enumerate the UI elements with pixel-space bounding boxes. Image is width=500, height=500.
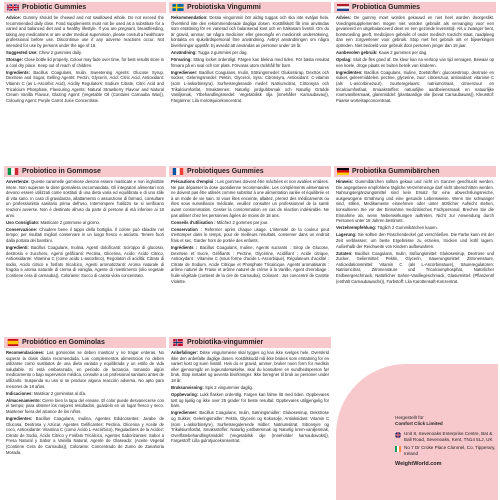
storage-text: Stäng locket ordentligt. Färgen kan blekna med tiden. För bästa resultat förvara på en sval och torr plats. Förvaras utom räckhåll för barn. bbox=[171, 57, 329, 68]
usage-label: Suggested Use: bbox=[6, 50, 38, 56]
ingredients-label: Ingredienser: bbox=[171, 410, 198, 416]
section-it bbox=[4, 166, 166, 336]
storage-label: Opslag: bbox=[336, 57, 352, 63]
section-title: Probiotico in Gommose bbox=[22, 168, 101, 175]
ingredients-label: Ingredienser: bbox=[171, 69, 198, 75]
storage-text: Lukk flasken ordentlig. Fargen kan falme litt med tiden. Oppbevares tørt og kjølig og ikke over 25 grader for beste resultat. Oppbevares utilgjengelig for barn. bbox=[171, 392, 329, 409]
advice-label: Anbefalinger: bbox=[171, 350, 198, 355]
storage-text: Close bottle lid properly. Colour may fade over time, for best results store in a cool dry place. Keep out of reach of children. bbox=[6, 57, 164, 68]
manufacturer-heading: Hergestellt für bbox=[395, 415, 424, 420]
ireland-address: No 7 Dr Croke Place Clonmel, Co. Tipperary, Ireland bbox=[404, 445, 496, 456]
section-header bbox=[169, 2, 331, 13]
section-title: Probiotika Gummibärchen bbox=[352, 168, 440, 175]
advice-text: Queste caramelle gommose devono essere masticate e non inghiottite intere. Non superare la dose giornaliera raccomandata. Gli integratori alimentari non devono essere utilizzati come sostituti di una dieta varia ed equilibrata e di uno stile di vita sano. In caso di gravidanza, allattamento o assunzione di farmaci, consultare un professionista sanitario prima dell'uso. Interrompere l'utilizzo se si verificano reazioni avverse. Non è destinato all'uso da parte di persone di età inferiore ai 18 anni. bbox=[6, 179, 164, 218]
section-title: Probiotiska Vingummi bbox=[187, 4, 261, 11]
storage-text: Cierre bien la tapa del envase. El color puede desvanecerse con el tiempo; para obtener los mejores resultados, guárdelo en un lugar fresco y seco. Mantener fuera del alcance de los niños. bbox=[6, 397, 164, 414]
advice-text: Gummibärchen sollten gekaut und nicht im Ganzen geschluckt werden. Die angegebene empfohlene tägliche Verzehrmenge darf nicht überschritten werden. Nahrungsergänzungsmittel sind kein Ersatz für eine abwechslungsreiche, ausgewogene Ernährung und eine gesunde Lebensweise. Wenn Sie schwanger sind, stillen, Medikamente einnehmen oder unter ärztlicher Aufsicht stehen, konsultieren Sie vor der Einnahme medizinisches Fachpersonal. Brechen Sie die Einnahme ab, wenn Nebenwirkungen auftreten. Nicht zur Anwendung durch Personen unter 18 Jahren bestimmt. bbox=[336, 179, 494, 224]
section-sv bbox=[169, 2, 331, 164]
sweden-flag-icon bbox=[172, 4, 184, 11]
usage-text: Spis 2 vingummier daglig. bbox=[204, 385, 253, 391]
spain-flag-icon bbox=[7, 339, 19, 346]
usage-text: Tugga 2 gummies per dag. bbox=[197, 50, 248, 56]
manufacturer-info bbox=[395, 415, 497, 467]
section-header bbox=[4, 2, 166, 13]
advice-label: Rekommendation: bbox=[171, 15, 208, 20]
storage-label: Lagerung: bbox=[336, 232, 357, 238]
norway-flag-icon bbox=[172, 339, 184, 346]
ingredients-text: Bacillus Coagulans, Inuline, Zoetstoffen: glucosestroop, dextrose en suiker, geleermiddelen: pectine, glycerine, zuur: citroenzuur, antioxidant: vitamine C (als L-ascorbinezuur), zuurteregelaars: natriumcitraat, citroenzuur en tricalciumfosfaat, Smaakstoffen: natuurlijke aardbeiensmaak en natuurlijke roomvanillesmaak, glansmiddel: (plantaardige olie (bevat Carnaubawas)), Kleurstof: Paarse wortelsapconcentraat. bbox=[336, 69, 494, 103]
usage-label: Verzehrempfehlung: bbox=[336, 225, 377, 231]
storage-label: Oppbevaring: bbox=[171, 392, 199, 398]
ireland-flag-icon bbox=[395, 446, 401, 452]
ingredients-label: Ingrédients : bbox=[171, 245, 198, 251]
section-header bbox=[4, 337, 166, 348]
storage-label: Förvaring: bbox=[171, 57, 192, 63]
storage-text: Chiudere bene il tappo della bottiglia. Il colore può sbiadire nel tempo; per risultati migliori conservare in un luogo fresco e asciutto. Tenere fuori dalla portata dei bambini. bbox=[6, 226, 164, 243]
uk-flag-icon bbox=[7, 4, 19, 11]
advice-label: Recomendaciones: bbox=[6, 350, 45, 355]
storage-text: Refermer après chaque usage. L'intensité de la couleur peut s'estomper dans le temps, pour de meilleurs résultats, conserver dans un endroit frais et sec. Garder hors de portée des enfants. bbox=[171, 226, 329, 243]
storage-label: Conservation : bbox=[171, 226, 202, 232]
advice-text: De gummy moet worden gekauwd en niet heel worden doorgeslikt. Voedingssupplementen mogen niet worden gebruikt als vervanging voor een gevarieerd en uitgebalanceerd dieet en een gezonde levensstijl. Als u zwanger bent, borstvoeding geeft, medicijnen gebruikt of onder medisch toezicht staat, raadpleeg dan een zorgverlener voor gebruik. Stop met het gebruik als er bijwerkingen optreden. Niet bedoeld voor gebruik door personen jonger dan 18 jaar. bbox=[336, 15, 494, 48]
uk-flag-icon bbox=[395, 432, 401, 438]
section-header bbox=[334, 166, 496, 177]
ingredients-text: Bacillus Coagulans, Inulina, Agentes Edulcorantes: Jarabe de Glucosa, Dextrosa y Azúcar, Agentes Gelificantes: Pectina, Glicerina y Aceite de coco, Antioxidante: Vitamina C (como Ácido L-Ascórbico), Reguladores de la Acidez: Citrato de Sodio, Ácido Cítrico y Fosfato Tricálcico, Agentes Saborizantes: Sabor a Fresa Natural y Sabor a Vainilla Natural, Agente de Glaseado: (Aceite Vegetal (Contiene Cera de Carnauba)), Colorante: Concentrado de Zumo de Zanahoria Morada. bbox=[6, 416, 164, 455]
section-header bbox=[334, 2, 496, 13]
section-fr bbox=[169, 166, 331, 336]
advice-label: Avvertenze: bbox=[6, 179, 30, 184]
storage-label: Storage: bbox=[6, 57, 23, 63]
section-header bbox=[169, 166, 331, 177]
advice-label: Précautions d'emploi : bbox=[171, 179, 216, 184]
netherlands-flag-icon bbox=[337, 4, 349, 11]
usage-text: Täglich 2 Gummibärchen kauen. bbox=[377, 225, 438, 231]
germany-flag-icon bbox=[337, 168, 349, 175]
section-title: Probiotiques Gummies bbox=[187, 168, 264, 175]
section-title: Probiotica Gummies bbox=[352, 4, 421, 11]
usage-text: Masticar 2 gominolas al día. bbox=[33, 390, 87, 396]
uk-address: Unit 8, Sevenoaks Enterprise Centre, Bat & Ball Road, Sevenoaks, Kent, TN14 5LJ, UK bbox=[404, 431, 493, 442]
section-es bbox=[4, 337, 166, 500]
storage-text: Sluit de fles goed af. De kleur kan na verloop van tijd vervagen. Bewaar op een koele, droge plaats en buiten bereik van kinderen. bbox=[336, 57, 494, 68]
section-title: Probiotika-vingummier bbox=[187, 339, 264, 346]
storage-label: Conservazione: bbox=[6, 226, 38, 232]
ingredients-text: Bacillus Coagulans, Inulina, Agenti dolcificanti: Sciroppo di glucosio, destrosio e zucchero, Agenti gelificanti: Pectina, Glicerina, Acido: Acido Citrico, Antiossidante: Vitamina C (come acido L-ascorbico), Regolatori di acidità: Citrato di sodio, Acido citrico e fosfato tricalcico, Agenti aromatizzanti: Aroma naturale di fragola e aroma naturale di crema di vaniglia, Agente di rivestimento (olio vegetale (contiene cera di carnauba)), Colorante: Succo di carota viola concentrato. bbox=[6, 245, 164, 278]
advice-text: Disse vingummiene skal tygges og kan ikke svelges hele. Overskrid ikke den anbefalte daglige dosen. Kosttilskudd må ikke brukes som erstatning for en variert kost og sunn livsstil. Hvis du er gravid, ammer, bruker noen form for medisin eller gjennomgår en legeundersøkelse, skal du konsultere en sundhedsperson før bruk. Stop inntaket og avventa bivirkninger. Ikke beregnet til bruk av personer under 18 år. bbox=[171, 350, 329, 383]
advice-text: Las gominolas se deben masticar y no tragar enteras. No superar la dosis diaria recomendada. Los complementos alimenticios no deben utilizarse como sustitutos de una dieta variada y equilibrada y un estilo de vida saludable. Si está embarazada, en período de lactancia, tomando algún medicamento o bajo supervisión médica, consulte a un profesional sanitario antes de utilizarlo. Suspenda su uso si se produce alguna reacción adversa. No apto para menores de 18 años. bbox=[6, 350, 164, 389]
france-flag-icon bbox=[172, 168, 184, 175]
advice-label: Advies: bbox=[336, 15, 352, 20]
usage-text: Chew 2 gummies daily. bbox=[38, 50, 82, 56]
usage-text: Kauw 2 gummies per dag. bbox=[378, 50, 428, 56]
usage-text: Masticare 2 gommose al giorno. bbox=[40, 219, 101, 225]
section-nl bbox=[334, 2, 496, 164]
ingredients-text: Bacillus Coagulans, Inulin, Sötningsmedel: Glukossirap, Dextros och socker, Geleringsmedel: Pektin, Glycerol, Syra: Citronsyra, Antioxidant: C-vitamin (som L-askorbinsyra), Surhetsreglerande medel: Natriumcitrat, Citronsyra och Trikalciumfosfat, Smakämnen: Naturlig jordgubbsmak och Naturlig Grädde Vaniljsmak, Ytbehandlingsmedel: Vegetabilisk olja (innehåller Karnaubavax)), Färgämne: Lila morotsjuicekoncentrat. bbox=[171, 69, 329, 103]
section-title: Probiotic Gummies bbox=[22, 4, 87, 11]
usage-label: Bruksanvisning: bbox=[171, 385, 204, 391]
ingredients-label: Ingrediënten: bbox=[336, 69, 363, 75]
section-en bbox=[4, 2, 166, 147]
storage-label: Almacenamiento: bbox=[6, 397, 41, 403]
usage-text: Mâchez 2 gommes par jour. bbox=[216, 219, 269, 225]
ingredients-text: Bacillus Coagulans, Inuline, Agents sucrants : Sirop de Glucose, Dextrose et Sucre, Gélifiants : Pectine, Glycérine, Acidifiant : Acide citrique, Antioxydant : Vitamine C (sous forme d'acide L-Ascorbique), Régulateurs d'acidité : Citrate de Sodium, Acide Citrique et Phosphate Tricalcique, Agents aromatisants : arôme naturel de Fraise et arôme naturel de crème à la Vanille, Agent d'enrobage : huile végétale (contient de la cire de Carnauba), Colorant : Jus concentré de Carotte Violette. bbox=[171, 245, 329, 284]
storage-text: Sie sollten den Flaschendeckel gut verschließen. Die Farbe kann mit der Zeit verblassen; um beste Ergebnisse zu erzielen, trocken und kühl lagern. Außerhalb der Reichweite von Kindern aufbewahren. bbox=[336, 232, 494, 249]
advice-text: Gummy should be chewed and not swallowed whole. Do not exceed the recommended daily dose. Food supplements must not be used as a substitute for a varied and balanced diet and a healthy lifestyle. If you are pregnant, breastfeeding, taking any medications or are under medical supervision, please consult a healthcare professional before use. Discontinue use if any adverse reactions occur. Not intended for use by persons under the age of 18. bbox=[6, 15, 164, 48]
website-link[interactable]: WeightWorld.com bbox=[395, 461, 442, 467]
ingredients-text: Bacillus Coagulans, Inulin, Sweetening Agents: Glucose Syrup, Dextrose and Sugar, Gelling Agents: Pectin, Glycerin, Acid: Citric Acid, Antioxidant: Vitamin C (as L-Ascorbic Acid), Acidity Regulators: Sodium Citrate, Citric Acid and Tricalcium Phosphate, Flavouring Agents: Natural Strawberry Flavour and Natural Cream Vanilla Flavour, Glazing Agent: (Vegetable Oil (Contains Carnauba Wax)), Colouring Agent: Purple Carrot Juice Concentrate. bbox=[6, 69, 164, 103]
ingredients-label: Ingredientes: bbox=[6, 416, 33, 422]
advice-label: Advice: bbox=[6, 15, 22, 20]
ingredients-label: Ingredients: bbox=[6, 69, 30, 75]
section-title: Probiótico en Gominolas bbox=[22, 339, 105, 346]
advice-text: Les gommes doivent être mâchées et non avalées entières. Ne pas dépasser la dose quotidienne recommandée. Les compléments alimentaires ne doivent pas être utilisés comme substitut à une alimentation variée et équilibrée et à un mode de vie sain. Si vous êtes enceinte, allaitez, prenez des médicaments ou êtes sous surveillance médicale, veuillez consulter un professionnel de la santé avant consommation. Cesser la consommation en cas de réaction indésirable. Ne pas utiliser chez les personnes âgées de moins de 18 ans. bbox=[171, 179, 329, 218]
section-header bbox=[4, 166, 166, 177]
section-de bbox=[334, 166, 496, 362]
italy-flag-icon bbox=[7, 168, 19, 175]
ingredients-label: Zutaten: bbox=[336, 250, 353, 256]
company-name: Comfort Click Limited bbox=[395, 421, 443, 426]
section-header bbox=[169, 337, 331, 348]
ingredients-text: Bacillus Coagulans, Inulin, Süßungsmittel: Glukosesirup, Dextrose und Zucker, Geliermittel: Pektin, Glycerin, Säuerungsmittel: Zitronensäure, Antioxidationsmittel: Vitamin C (als L-Ascorbinsäure), Säureregulatoren: Natriumcitrat, Zitronensäure und Tricalciumphosphat, Natürlicher Erdbeergeschmack, Natürlicher Sahne-Vanillegeschmack, Glasurmittel: (Pflanzenöl (enthält Carnaubawachs)), Farbstoff: Lila Karottensaft-Konzentrat. bbox=[336, 250, 494, 284]
usage-label: Användning: bbox=[171, 50, 197, 56]
ingredients-label: Ingredienti: bbox=[6, 245, 29, 251]
advice-label: Hinweis: bbox=[336, 179, 354, 184]
advice-text: Dessa vingummin bör aldrig tuggas och ska inte sväljas hela. Överskrid inte den rekommenderade dagliga dosen. Kosttillskott får inte användas som ersättning för en varierad och balanserad kost och en hälsosam livsstil. Om du är gravid, ammar, tar några mediciner eller genomgår en medicinsk undersökning, kontakta en sjukvårdspersonal före användning. Avbryt användningen om några biverkningar uppstår. Ej avsedd att användas av personer under 18 år. bbox=[171, 15, 329, 48]
section-no bbox=[169, 337, 331, 500]
usage-label: Conseils d'utilisation : bbox=[171, 219, 216, 225]
ingredients-text: Bacillus Coagulans, Inulin, Søtningsmidler: Glukosesirup, Dekstrose og Sukker, Geleringsmidler: Pektin, Glycerin og Kokosolje, Antioksidant: Vitamin C (som L-askorbinsyre), Surhetsregulerende midler: Natriumsitrat, Sitronsyre og Trikalsiumfosfat, Smaksstoffer: Naturlig jordbærsmak og Naturlig krem-vaniljesmak, Overflatebehandlingsmiddel: (Vegetabilsk olje (Inneholder karnaubavoks)), Fargestoff: Lilla gulrotjuicekonsentrat. bbox=[171, 410, 329, 444]
usage-label: Indicaciones: bbox=[6, 390, 33, 396]
usage-label: Uso Consigliato: bbox=[6, 219, 40, 225]
usage-label: Aanbevolen gebruik: bbox=[336, 50, 378, 56]
